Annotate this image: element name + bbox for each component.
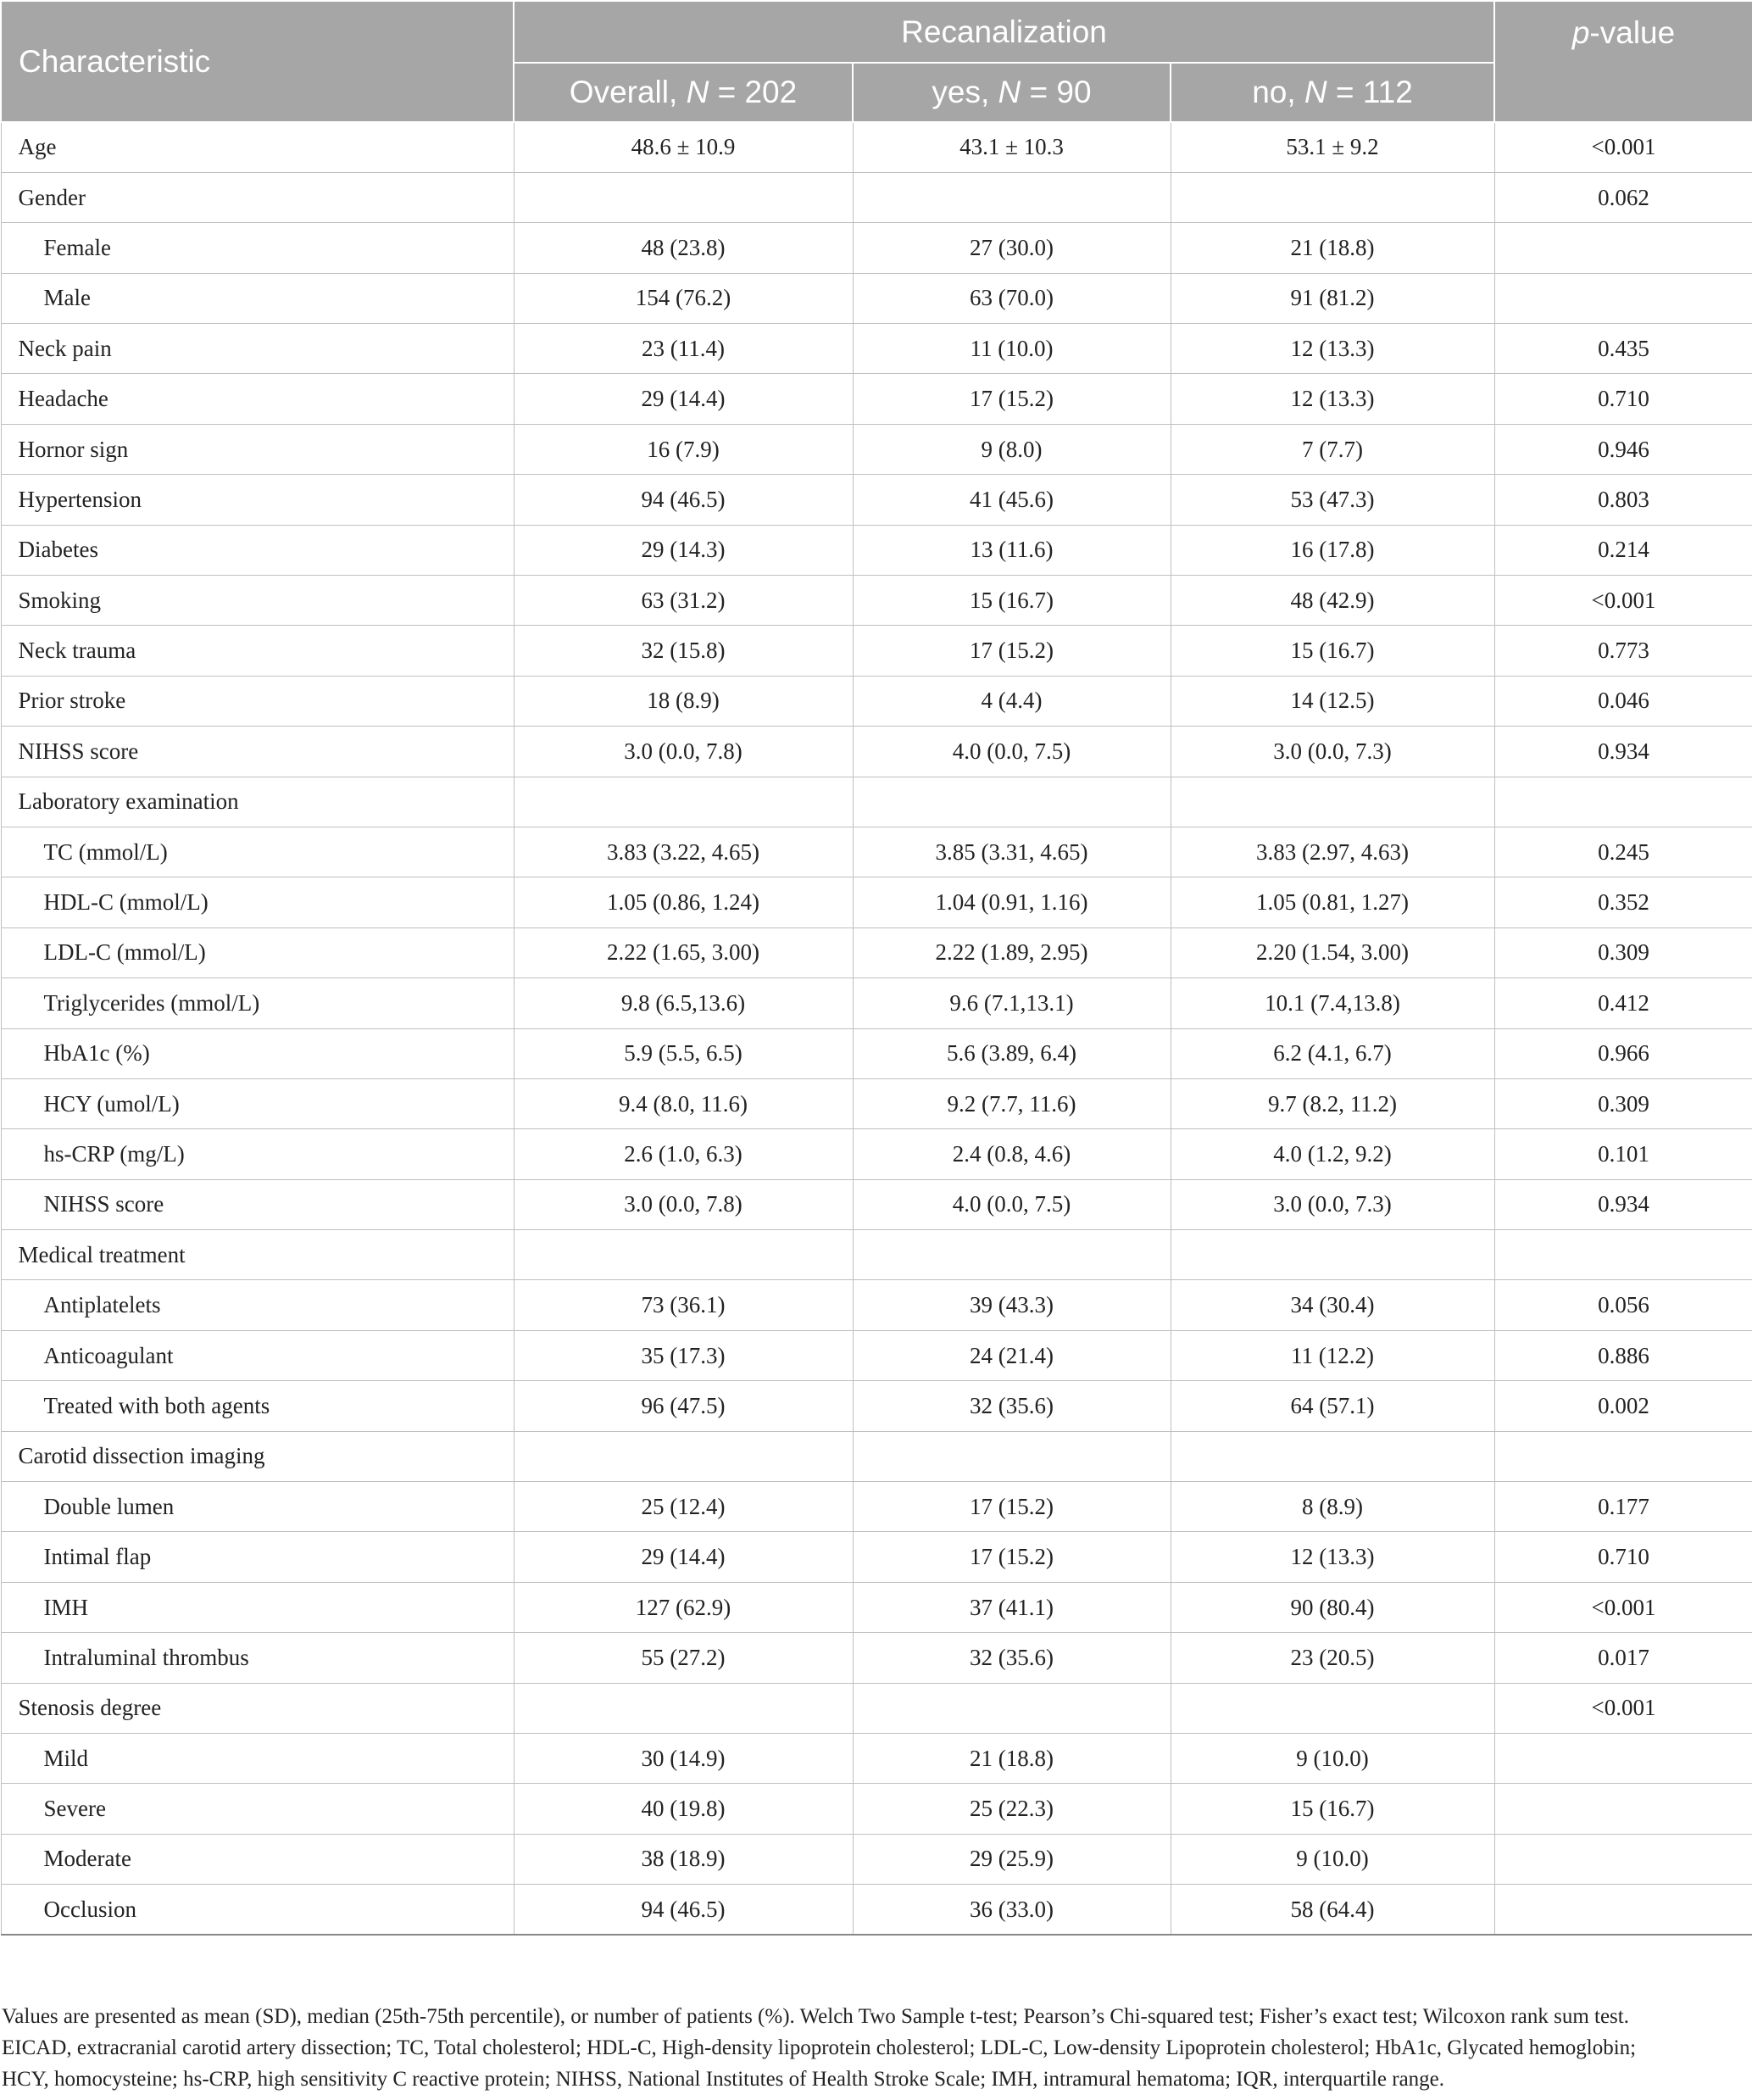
cell-overall: 2.6 (1.0, 6.3) [514, 1129, 853, 1179]
cell-p: 0.886 [1494, 1330, 1752, 1380]
row-label: Prior stroke [1, 676, 514, 726]
cell-no: 91 (81.2) [1171, 273, 1494, 323]
cell-p [1494, 223, 1752, 273]
row-label: Triglycerides (mmol/L) [1, 978, 514, 1028]
row-label: Carotid dissection imaging [1, 1431, 514, 1481]
cell-overall: 5.9 (5.5, 6.5) [514, 1028, 853, 1078]
table-row [1, 1633, 1752, 1683]
table-row [1, 576, 1752, 626]
cell-overall: 3.83 (3.22, 4.65) [514, 827, 853, 877]
header-pvalue-rest: -value [1589, 15, 1676, 50]
cell-yes: 36 (33.0) [853, 1885, 1171, 1935]
cell-yes: 9 (8.0) [853, 424, 1171, 474]
row-label: TC (mmol/L) [1, 827, 514, 877]
cell-p: 0.435 [1494, 324, 1752, 374]
cell-p: <0.001 [1494, 1683, 1752, 1733]
cell-yes: 25 (22.3) [853, 1784, 1171, 1834]
table-row [1, 273, 1752, 323]
table-row [1, 1431, 1752, 1481]
table-row [1, 1834, 1752, 1884]
header-yes-suffix: = 90 [1021, 75, 1092, 109]
row-label: Intimal flap [1, 1532, 514, 1582]
cell-no: 23 (20.5) [1171, 1633, 1494, 1683]
cell-p [1494, 1431, 1752, 1481]
cell-no: 12 (13.3) [1171, 374, 1494, 424]
cell-p: 0.245 [1494, 827, 1752, 877]
table-row [1, 1482, 1752, 1532]
cell-no: 9.7 (8.2, 11.2) [1171, 1078, 1494, 1128]
footnote-line-3: HCY, homocysteine; hs-CRP, high sensitivity C reactive protein; NIHSS, National Institutes of Health Stroke Scale; IMH, intramural hematoma; IQR, interquartile range. [2, 2068, 1445, 2091]
row-label: Age [1, 122, 514, 172]
cell-no: 8 (8.9) [1171, 1482, 1494, 1532]
table-row [1, 122, 1752, 172]
header-yes [853, 63, 1171, 122]
cell-p [1494, 1784, 1752, 1834]
cell-no: 12 (13.3) [1171, 324, 1494, 374]
cell-yes: 3.85 (3.31, 4.65) [853, 827, 1171, 877]
cell-no: 53 (47.3) [1171, 475, 1494, 525]
row-label: NIHSS score [1, 727, 514, 777]
row-label: Intraluminal thrombus [1, 1633, 514, 1683]
table-row [1, 1330, 1752, 1380]
cell-yes: 17 (15.2) [853, 1532, 1171, 1582]
cell-overall [514, 1230, 853, 1280]
row-label: hs-CRP (mg/L) [1, 1129, 514, 1179]
table-body [1, 122, 1752, 1935]
cell-yes: 21 (18.8) [853, 1734, 1171, 1784]
table-row [1, 727, 1752, 777]
cell-no: 15 (16.7) [1171, 626, 1494, 676]
cell-overall: 48 (23.8) [514, 223, 853, 273]
table-header [1, 1, 1752, 122]
table-row [1, 1230, 1752, 1280]
cell-overall: 73 (36.1) [514, 1280, 853, 1330]
cell-overall: 16 (7.9) [514, 424, 853, 474]
cell-no: 9 (10.0) [1171, 1834, 1494, 1884]
cell-no: 1.05 (0.81, 1.27) [1171, 877, 1494, 927]
table-row [1, 1028, 1752, 1078]
cell-no: 2.20 (1.54, 3.00) [1171, 927, 1494, 978]
row-label: HDL-C (mmol/L) [1, 877, 514, 927]
cell-yes [853, 1431, 1171, 1481]
table-row [1, 525, 1752, 575]
row-label: IMH [1, 1582, 514, 1632]
row-label: Hornor sign [1, 424, 514, 474]
footnote-line-2: EICAD, extracranial carotid artery dissection; TC, Total cholesterol; HDL-C, High-density lipoprotein cholesterol; LDL-C, Low-density Lipoprotein cholesterol; HbA1c, Glycated hemoglobin; [2, 2036, 1637, 2059]
row-label: Male [1, 273, 514, 323]
row-label: Neck pain [1, 324, 514, 374]
cell-no [1171, 777, 1494, 827]
table-row [1, 1280, 1752, 1330]
row-label: Medical treatment [1, 1230, 514, 1280]
row-label: Smoking [1, 576, 514, 626]
cell-no: 12 (13.3) [1171, 1532, 1494, 1582]
cell-yes: 29 (25.9) [853, 1834, 1171, 1884]
cell-p: 0.934 [1494, 727, 1752, 777]
row-label: Headache [1, 374, 514, 424]
cell-yes: 15 (16.7) [853, 576, 1171, 626]
cell-no [1171, 1683, 1494, 1733]
cell-overall [514, 1431, 853, 1481]
cell-p: 0.177 [1494, 1482, 1752, 1532]
cell-overall: 29 (14.3) [514, 525, 853, 575]
cell-overall: 2.22 (1.65, 3.00) [514, 927, 853, 978]
header-overall-n: N [686, 75, 709, 109]
cell-p: 0.946 [1494, 424, 1752, 474]
cell-yes: 17 (15.2) [853, 374, 1171, 424]
table-row [1, 475, 1752, 525]
table-row [1, 374, 1752, 424]
table-row [1, 1179, 1752, 1229]
cell-overall: 29 (14.4) [514, 374, 853, 424]
table-row [1, 827, 1752, 877]
table-row [1, 1129, 1752, 1179]
header-characteristic: Characteristic [1, 1, 514, 122]
cell-p: 0.934 [1494, 1179, 1752, 1229]
cell-overall [514, 172, 853, 222]
cell-yes: 63 (70.0) [853, 273, 1171, 323]
row-label: Moderate [1, 1834, 514, 1884]
cell-yes: 4.0 (0.0, 7.5) [853, 727, 1171, 777]
cell-p [1494, 273, 1752, 323]
row-label: LDL-C (mmol/L) [1, 927, 514, 978]
cell-p: 0.062 [1494, 172, 1752, 222]
cell-yes: 13 (11.6) [853, 525, 1171, 575]
cell-p: 0.803 [1494, 475, 1752, 525]
cell-overall: 38 (18.9) [514, 1834, 853, 1884]
cell-p: 0.966 [1494, 1028, 1752, 1078]
cell-yes: 2.22 (1.89, 2.95) [853, 927, 1171, 978]
cell-p: 0.002 [1494, 1381, 1752, 1431]
cell-yes: 43.1 ± 10.3 [853, 122, 1171, 172]
cell-no: 6.2 (4.1, 6.7) [1171, 1028, 1494, 1078]
cell-overall: 29 (14.4) [514, 1532, 853, 1582]
header-recanalization: Recanalization [514, 1, 1494, 63]
header-yes-n: N [998, 75, 1021, 109]
table-row [1, 1078, 1752, 1128]
cell-yes: 32 (35.6) [853, 1633, 1171, 1683]
cell-no: 21 (18.8) [1171, 223, 1494, 273]
cell-no: 11 (12.2) [1171, 1330, 1494, 1380]
header-overall-prefix: Overall, [569, 75, 687, 109]
cell-p: 0.710 [1494, 1532, 1752, 1582]
cell-yes: 17 (15.2) [853, 626, 1171, 676]
cell-p [1494, 1734, 1752, 1784]
row-label: Anticoagulant [1, 1330, 514, 1380]
cell-p [1494, 777, 1752, 827]
row-label: Severe [1, 1784, 514, 1834]
cell-yes: 5.6 (3.89, 6.4) [853, 1028, 1171, 1078]
cell-overall: 48.6 ± 10.9 [514, 122, 853, 172]
cell-p: <0.001 [1494, 122, 1752, 172]
cell-no: 10.1 (7.4,13.8) [1171, 978, 1494, 1028]
cell-yes [853, 1683, 1171, 1733]
cell-overall: 1.05 (0.86, 1.24) [514, 877, 853, 927]
cell-overall: 154 (76.2) [514, 273, 853, 323]
cell-yes: 41 (45.6) [853, 475, 1171, 525]
cell-p: <0.001 [1494, 1582, 1752, 1632]
cell-no: 34 (30.4) [1171, 1280, 1494, 1330]
cell-overall: 25 (12.4) [514, 1482, 853, 1532]
table-row [1, 1532, 1752, 1582]
table-footnote [2, 2001, 1749, 2095]
header-no-n: N [1304, 75, 1327, 109]
header-no-suffix: = 112 [1327, 75, 1413, 109]
cell-no: 16 (17.8) [1171, 525, 1494, 575]
cell-yes: 2.4 (0.8, 4.6) [853, 1129, 1171, 1179]
cell-p: 0.046 [1494, 676, 1752, 726]
footnote-line-1: Values are presented as mean (SD), median (25th-75th percentile), or number of patients (%). Welch Two Sample t-test; Pearson’s Chi-squared test; Fisher’s exact test; Wilcoxon rank sum test. [2, 2005, 1629, 2028]
cell-yes: 9.6 (7.1,13.1) [853, 978, 1171, 1028]
cell-no [1171, 172, 1494, 222]
cell-no: 4.0 (1.2, 9.2) [1171, 1129, 1494, 1179]
cell-p: 0.412 [1494, 978, 1752, 1028]
cell-p: 0.214 [1494, 525, 1752, 575]
header-overall-suffix: = 202 [709, 75, 798, 109]
cell-yes: 24 (21.4) [853, 1330, 1171, 1380]
cell-overall: 9.4 (8.0, 11.6) [514, 1078, 853, 1128]
table-row [1, 1683, 1752, 1733]
cell-p: 0.101 [1494, 1129, 1752, 1179]
cell-yes: 17 (15.2) [853, 1482, 1171, 1532]
cell-overall: 96 (47.5) [514, 1381, 853, 1431]
table-row [1, 1885, 1752, 1935]
cell-yes: 4 (4.4) [853, 676, 1171, 726]
cell-overall: 40 (19.8) [514, 1784, 853, 1834]
cell-no: 58 (64.4) [1171, 1885, 1494, 1935]
cell-yes [853, 1230, 1171, 1280]
cell-no: 9 (10.0) [1171, 1734, 1494, 1784]
table-row [1, 1734, 1752, 1784]
row-label: Gender [1, 172, 514, 222]
header-no-prefix: no, [1252, 75, 1304, 109]
cell-overall: 30 (14.9) [514, 1734, 853, 1784]
cell-overall: 3.0 (0.0, 7.8) [514, 727, 853, 777]
cell-yes [853, 777, 1171, 827]
table-row [1, 626, 1752, 676]
cell-overall: 63 (31.2) [514, 576, 853, 626]
cell-overall: 94 (46.5) [514, 1885, 853, 1935]
cell-no [1171, 1431, 1494, 1481]
cell-yes: 37 (41.1) [853, 1582, 1171, 1632]
row-label: Mild [1, 1734, 514, 1784]
cell-no: 53.1 ± 9.2 [1171, 122, 1494, 172]
row-label: Stenosis degree [1, 1683, 514, 1733]
table-row [1, 1381, 1752, 1431]
cell-no: 15 (16.7) [1171, 1784, 1494, 1834]
table-row [1, 927, 1752, 978]
cell-overall: 18 (8.9) [514, 676, 853, 726]
row-label: NIHSS score [1, 1179, 514, 1229]
table-row [1, 1784, 1752, 1834]
cell-overall: 55 (27.2) [514, 1633, 853, 1683]
cell-p [1494, 1885, 1752, 1935]
cell-p: <0.001 [1494, 576, 1752, 626]
cell-p: 0.056 [1494, 1280, 1752, 1330]
cell-yes: 32 (35.6) [853, 1381, 1171, 1431]
cell-overall: 32 (15.8) [514, 626, 853, 676]
cell-overall: 94 (46.5) [514, 475, 853, 525]
header-overall [514, 63, 853, 122]
row-label: Antiplatelets [1, 1280, 514, 1330]
cell-no: 3.0 (0.0, 7.3) [1171, 727, 1494, 777]
row-label: Hypertension [1, 475, 514, 525]
row-label: HbA1c (%) [1, 1028, 514, 1078]
cell-p: 0.773 [1494, 626, 1752, 676]
cell-no: 64 (57.1) [1171, 1381, 1494, 1431]
cell-no: 48 (42.9) [1171, 576, 1494, 626]
cell-yes: 9.2 (7.7, 11.6) [853, 1078, 1171, 1128]
cell-overall: 3.0 (0.0, 7.8) [514, 1179, 853, 1229]
row-label: Female [1, 223, 514, 273]
cell-yes: 39 (43.3) [853, 1280, 1171, 1330]
cell-no [1171, 1230, 1494, 1280]
header-pvalue-italic: p [1571, 15, 1590, 50]
table-row [1, 978, 1752, 1028]
row-label: Laboratory examination [1, 777, 514, 827]
table-row [1, 223, 1752, 273]
cell-overall: 35 (17.3) [514, 1330, 853, 1380]
cell-p: 0.710 [1494, 374, 1752, 424]
table-row [1, 777, 1752, 827]
cell-yes: 4.0 (0.0, 7.5) [853, 1179, 1171, 1229]
cell-p: 0.017 [1494, 1633, 1752, 1683]
cell-yes: 1.04 (0.91, 1.16) [853, 877, 1171, 927]
cell-no: 90 (80.4) [1171, 1582, 1494, 1632]
cell-yes [853, 172, 1171, 222]
cell-p [1494, 1230, 1752, 1280]
cell-overall: 9.8 (6.5,13.6) [514, 978, 853, 1028]
table-row [1, 877, 1752, 927]
row-label: Treated with both agents [1, 1381, 514, 1431]
cell-yes: 11 (10.0) [853, 324, 1171, 374]
header-yes-prefix: yes, [932, 75, 998, 109]
row-label: Diabetes [1, 525, 514, 575]
cell-p [1494, 1834, 1752, 1884]
table-row [1, 1582, 1752, 1632]
cell-overall: 23 (11.4) [514, 324, 853, 374]
row-label: Neck trauma [1, 626, 514, 676]
cell-no: 14 (12.5) [1171, 676, 1494, 726]
cell-p: 0.309 [1494, 927, 1752, 978]
cell-yes: 27 (30.0) [853, 223, 1171, 273]
table-row [1, 324, 1752, 374]
header-pvalue [1494, 1, 1752, 122]
cell-p: 0.352 [1494, 877, 1752, 927]
row-label: Double lumen [1, 1482, 514, 1532]
table-row [1, 676, 1752, 726]
cell-overall [514, 777, 853, 827]
cell-p: 0.309 [1494, 1078, 1752, 1128]
header-no [1171, 63, 1494, 122]
cell-overall [514, 1683, 853, 1733]
cell-overall: 127 (62.9) [514, 1582, 853, 1632]
header-row-1 [1, 1, 1752, 63]
row-label: HCY (umol/L) [1, 1078, 514, 1128]
cell-no: 3.83 (2.97, 4.63) [1171, 827, 1494, 877]
cell-no: 7 (7.7) [1171, 424, 1494, 474]
cell-no: 3.0 (0.0, 7.3) [1171, 1179, 1494, 1229]
row-label: Occlusion [1, 1885, 514, 1935]
table-row [1, 172, 1752, 222]
table-row [1, 424, 1752, 474]
